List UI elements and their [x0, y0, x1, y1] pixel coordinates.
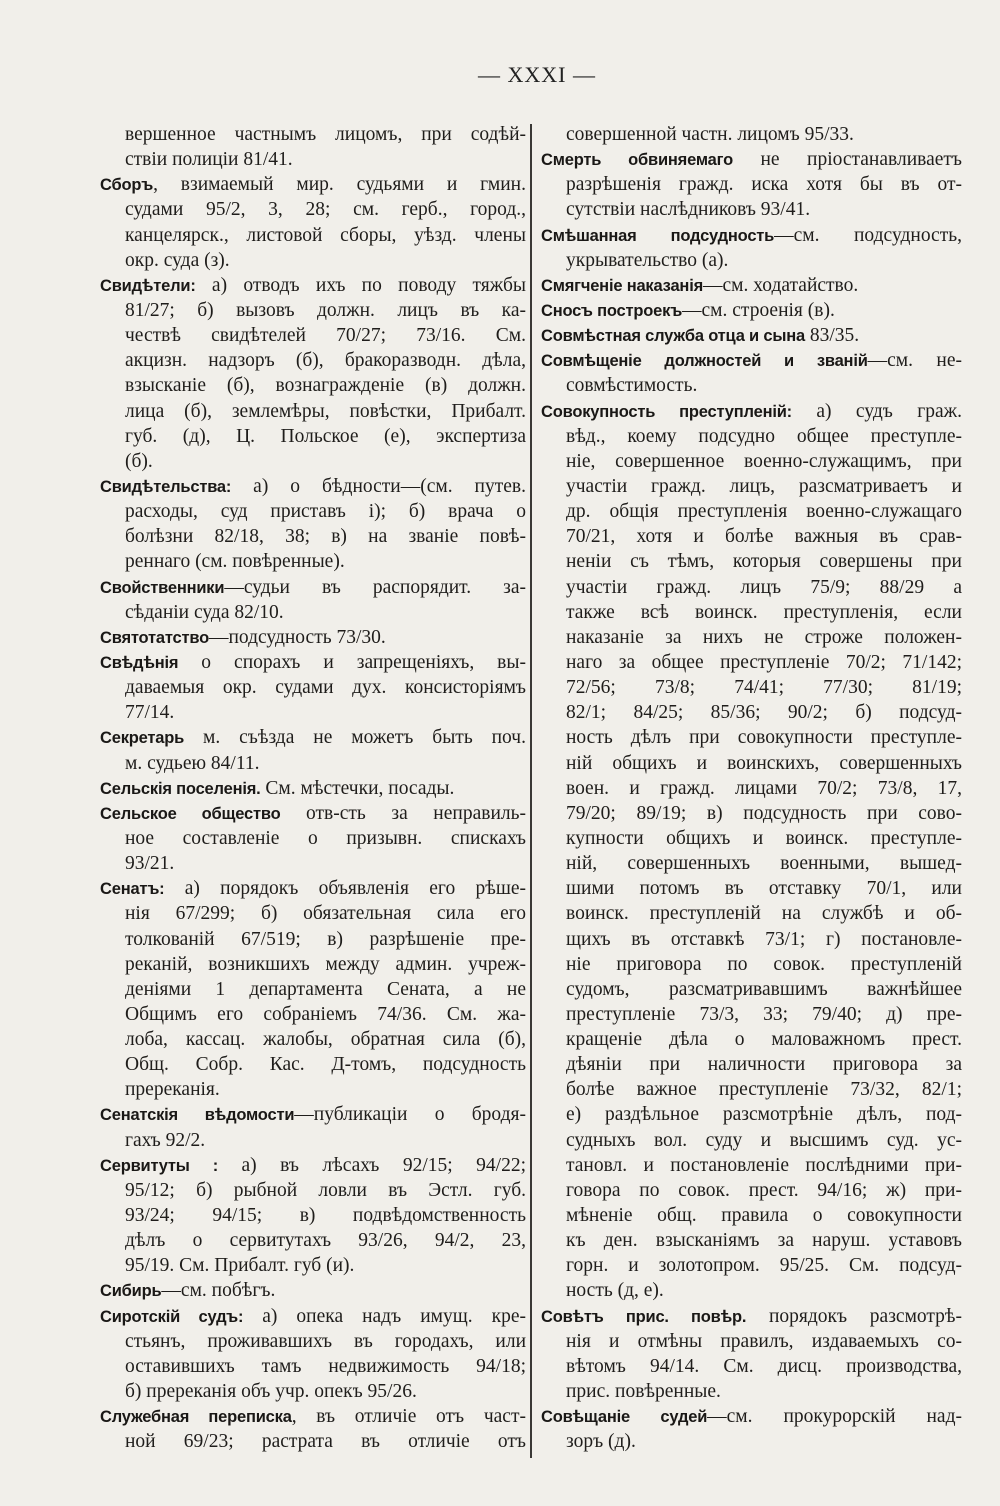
- entry-first-line: [100, 1304, 526, 1329]
- entry-line: оставившихъ тамъ недвижимость 94/18;: [125, 1355, 526, 1377]
- index-entry: [100, 273, 526, 474]
- entry-line: канцелярск., листовой сборы, уѣзд. члены: [125, 224, 526, 246]
- entry-text: —подсудность 73/30.: [208, 626, 386, 648]
- index-entry: [100, 474, 526, 575]
- entry-headword: Сиротскій судъ:: [100, 1307, 244, 1326]
- entry-line: горн. и золотопром. 95/25. См. подсуд-: [566, 1255, 962, 1277]
- entry-line: чествѣ свидѣтелей 70/27; 73/16. См.: [125, 325, 526, 347]
- entry-text: —см. побѣгъ.: [161, 1280, 276, 1302]
- entry-headword: Смерть обвиняемаго: [541, 151, 733, 170]
- entry-line: 81/27; б) вызовъ должн. лицъ въ ка-: [125, 299, 526, 321]
- entry-headword: Свидѣтельства:: [100, 477, 232, 496]
- entry-line: акцизн. надзоръ (б), бракоразводн. дѣла,: [125, 350, 526, 372]
- entry-line: участіи гражд. лицъ 75/9; 88/29 а: [566, 576, 962, 598]
- entry-first-line: [100, 876, 526, 901]
- entry-line: болѣзни 82/18, 38; в) на званіе повѣ-: [125, 526, 526, 548]
- index-entry: [100, 625, 526, 650]
- entry-first-line: [100, 172, 526, 197]
- index-entry: [541, 273, 962, 298]
- entry-first-line: [541, 348, 962, 373]
- index-entry: [541, 122, 962, 147]
- entry-line: е) раздѣльное разсмотрѣніе дѣлъ, под-: [566, 1104, 962, 1126]
- entry-line: 79/20; 89/19; в) подсудность при сово-: [566, 802, 962, 824]
- index-entry: [100, 776, 526, 801]
- entry-line: ніе приговора по совок. преступленій: [566, 953, 962, 975]
- entry-line: лица (б), землемѣры, повѣстки, Прибалт.: [125, 400, 526, 422]
- entry-line: Общимъ его собраніемъ 74/36. См. жа-: [125, 1003, 526, 1025]
- entry-line: дѣяніи при наличности приговора за: [566, 1054, 962, 1076]
- entry-text: о спорахъ и запрещеніяхъ, вы-: [178, 651, 526, 673]
- entry-line: кращеніе дѣла о маловажномъ прест.: [566, 1029, 962, 1051]
- index-entry: [100, 725, 526, 775]
- entry-line: зоръ (д).: [566, 1431, 636, 1453]
- entry-line: ніе, совершенное военно-служащимъ, при: [566, 450, 962, 472]
- index-entry: [100, 650, 526, 725]
- entry-line: толкованій 67/519; в) разрѣшеніе пре-: [125, 928, 526, 950]
- entry-line: б) пререканія объ учр. опекъ 95/26.: [125, 1381, 417, 1403]
- entry-line: судомъ, разсматривавшимъ важнѣйшее: [566, 978, 962, 1000]
- entry-line: ній, совершенныхъ военными, вышед-: [566, 853, 962, 875]
- index-entry: [100, 1278, 526, 1303]
- entry-first-line: [541, 1304, 962, 1329]
- entry-text: а) въ лѣсахъ 92/15; 94/22;: [218, 1154, 526, 1176]
- entry-line: неніи съ тѣмъ, которыя совершены при: [566, 551, 962, 573]
- entry-text: отв-сть за неправиль-: [280, 802, 526, 824]
- entry-headword: Сибирь: [100, 1282, 162, 1301]
- entry-line: реканій, возникшихъ между админ. учреж-: [125, 953, 526, 975]
- entry-line: др. общія преступленія военно-служащаго: [566, 501, 962, 523]
- entry-line: окр. суда (з).: [125, 249, 230, 271]
- entry-line: нія 67/299; б) обязательная сила его: [125, 903, 526, 925]
- entry-line: совмѣстимость.: [566, 375, 698, 397]
- entry-line: расходы, суд приставъ і); б) врача о: [125, 501, 526, 523]
- index-entry: [100, 1304, 526, 1405]
- entry-line: вершенное частнымъ лицомъ, при содѣй-: [125, 124, 526, 145]
- entry-headword: Совѣщаніе судей: [541, 1408, 708, 1427]
- index-entry: [100, 1102, 526, 1152]
- entry-text: —судьи въ распорядит. за-: [224, 576, 526, 598]
- entry-headword: Сельское общество: [100, 804, 281, 823]
- entry-first-line: [100, 776, 526, 801]
- entry-text: не пріостанавливаетъ: [732, 149, 962, 171]
- entry-line: болѣе важное преступленіе 73/32, 82/1;: [566, 1079, 962, 1101]
- index-entry: [541, 399, 962, 1304]
- entry-line: деніями 1 департамента Сената, а не: [125, 978, 526, 1000]
- entry-text: —см. не-: [867, 350, 962, 372]
- entry-first-line: [100, 575, 526, 600]
- entry-line: 95/12; б) рыбной ловли въ Эстл. губ.: [125, 1179, 526, 1201]
- entry-line: ной 69/23; растрата въ отличіе отъ: [125, 1431, 526, 1453]
- entry-line: губ. (д), Ц. Польское (е), экспертиза: [125, 425, 526, 447]
- entry-headword: Смягченіе наказанія: [541, 276, 704, 295]
- entry-text: —см. прокурорскій над-: [707, 1406, 962, 1428]
- entry-headword: Секретарь: [100, 729, 185, 748]
- entry-text: а) о бѣдности—(см. путев.: [231, 475, 526, 497]
- entry-text: а) опека надъ имущ. кре-: [243, 1305, 526, 1327]
- entry-first-line: [541, 399, 962, 424]
- entry-line: 93/21.: [125, 853, 175, 875]
- entry-text: а) судъ граж.: [791, 400, 962, 422]
- entry-text: —публикаціи о бродя-: [294, 1104, 526, 1126]
- entry-line: стьянъ, проживавшихъ въ городахъ, или: [125, 1330, 526, 1352]
- index-entry: [100, 172, 526, 273]
- entry-text: —см. подсудность,: [774, 224, 962, 246]
- entry-first-line: [100, 1278, 526, 1303]
- entry-headword: Сборъ: [100, 176, 154, 195]
- entry-line: говора по совок. прест. 94/16; ж) при-: [566, 1179, 962, 1201]
- index-entry: [541, 348, 962, 398]
- index-entry: [541, 147, 962, 222]
- index-entry: [541, 223, 962, 273]
- entry-text: , въ отличіе отъ част-: [291, 1406, 526, 1428]
- entry-line: къ ден. взысканіямъ за наруш. уставовъ: [566, 1230, 962, 1252]
- entry-line: вѣтомъ 94/14. См. дисц. производства,: [566, 1355, 962, 1377]
- entry-line: совершенной частн. лицомъ 95/33.: [566, 124, 854, 145]
- entry-headword: Свойственники: [100, 578, 225, 597]
- entry-line: судныхъ вол. суду и высшимъ суд. ус-: [566, 1129, 962, 1151]
- entry-first-line: [100, 725, 526, 750]
- entry-line: участіи гражд. лицъ, разсматриваетъ и: [566, 475, 962, 497]
- entry-line: 72/56; 73/8; 74/41; 77/30; 81/19;: [566, 677, 962, 699]
- entry-line: воинск. преступленій на службѣ и об-: [566, 903, 962, 925]
- entry-headword: Совмѣстная служба отца и сына: [541, 327, 805, 346]
- index-entry: [541, 323, 962, 348]
- entry-text: порядокъ разсмотрѣ-: [746, 1305, 962, 1327]
- entry-line: ность (д, е).: [566, 1280, 664, 1302]
- entry-line: ное составленіе о призывн. спискахъ: [125, 827, 526, 849]
- entry-headword: Сенатъ:: [100, 880, 165, 899]
- entry-line: Общ. Собр. Кас. Д-томъ, подсудность: [125, 1054, 526, 1076]
- entry-first-line: [100, 1153, 526, 1178]
- entry-line: 70/21, хотя и болѣе важныя въ срав-: [566, 526, 962, 548]
- entry-headword: Святотатство: [100, 628, 209, 647]
- entry-text: —см. строенія (в).: [682, 299, 835, 321]
- index-entry: [100, 1153, 526, 1279]
- entry-first-line: [541, 273, 962, 298]
- entry-text: а) отводъ ихъ по поводу тяжбы: [195, 274, 526, 296]
- right-column: [541, 122, 962, 1454]
- entry-line: 77/14.: [125, 702, 175, 724]
- entry-line: ній общихъ и воинскихъ, совершенныхъ: [566, 752, 962, 774]
- entry-text: 83/35.: [805, 325, 860, 347]
- entry-line: 93/24; 94/15; в) подвѣдомственность: [125, 1205, 526, 1227]
- entry-line: судами 95/2, 3, 28; см. герб., город.,: [125, 199, 526, 221]
- entry-line: мѣненіе общ. правила о совокупности: [566, 1205, 962, 1227]
- index-entry: [541, 298, 962, 323]
- page-number: — XXXI —: [478, 62, 596, 87]
- entry-line: 95/19. См. Прибалт. губ (и).: [125, 1255, 355, 1277]
- entry-line: укрывательство (а).: [566, 249, 729, 271]
- entry-line: разрѣшенія гражд. иска хотя бы въ от-: [566, 174, 962, 196]
- entry-text: а) порядокъ объявленія его рѣше-: [164, 878, 526, 900]
- entry-first-line: [100, 273, 526, 298]
- entry-headword: Сносъ построекъ: [541, 301, 683, 320]
- index-entry: [100, 876, 526, 1102]
- entry-line: наго за общее преступленіе 70/2; 71/142;: [566, 651, 962, 673]
- entry-first-line: [541, 298, 962, 323]
- index-entry: [100, 801, 526, 876]
- index-entry: [541, 1404, 962, 1454]
- entry-line: дѣлъ о сервитутахъ 93/26, 94/2, 23,: [125, 1230, 526, 1252]
- entry-line: 82/1; 84/25; 85/36; 90/2; б) подсуд-: [566, 702, 962, 724]
- entry-line: наказаніе за нихъ не строже положен-: [566, 626, 962, 648]
- left-column: [100, 122, 526, 1454]
- entry-headword: Сервитуты :: [100, 1156, 218, 1175]
- entry-headword: Совокупность преступленій:: [541, 402, 792, 421]
- entry-first-line: [100, 625, 526, 650]
- index-entry: [541, 1304, 962, 1405]
- entry-headword: Совѣтъ прис. повѣр.: [541, 1307, 747, 1326]
- entry-first-line: [100, 474, 526, 499]
- index-entry: [100, 1404, 526, 1454]
- entry-line: реннаго (см. повѣренные).: [125, 551, 345, 573]
- entry-line: гахъ 92/2.: [125, 1129, 206, 1151]
- entry-headword: Служебная переписка: [100, 1408, 292, 1427]
- entry-line: купности общихъ и воинск. преступле-: [566, 827, 962, 849]
- entry-line: преступленіе 73/3, 33; 79/40; д) пре-: [566, 1003, 962, 1025]
- index-entry: [100, 122, 526, 172]
- entry-line: ность дѣлъ при совокупности преступле-: [566, 727, 962, 749]
- entry-line: даваемыя окр. судами дух. консисторіямъ: [125, 677, 526, 699]
- entry-first-line: [100, 1404, 526, 1429]
- entry-text: , взимаемый мир. судьями и гмин.: [153, 174, 526, 196]
- entry-line: (б).: [125, 450, 153, 472]
- entry-line: взысканіе (б), вознагражденіе (в) должн.: [125, 375, 526, 397]
- entry-text: м. съѣзда не можетъ быть поч.: [184, 727, 526, 749]
- entry-line: прис. повѣренные.: [566, 1381, 721, 1403]
- entry-line: нія и отмѣны правилъ, издаваемыхъ со-: [566, 1330, 962, 1352]
- entry-line: тановл. и постановленіе послѣдними при-: [566, 1154, 962, 1176]
- entry-headword: Сенатскія вѣдомости: [100, 1106, 295, 1125]
- entry-headword: Смѣшанная подсудность: [541, 226, 775, 245]
- entry-line: сѣданіи суда 82/10.: [125, 601, 284, 623]
- entry-text: См. мѣстечки, посады.: [260, 777, 455, 799]
- entry-line: м. судьею 84/11.: [125, 752, 260, 774]
- entry-line: вѣд., коему подсудно общее преступле-: [566, 425, 962, 447]
- entry-first-line: [100, 650, 526, 675]
- entry-line: лоба, кассац. жалобы, обратная сила (б),: [125, 1029, 526, 1051]
- entry-first-line: [100, 1102, 526, 1127]
- entry-line: пререканія.: [125, 1079, 220, 1101]
- entry-first-line: [541, 1404, 962, 1429]
- column-divider: [530, 124, 532, 1458]
- entry-headword: Свидѣтели:: [100, 276, 196, 295]
- entry-line: воен. и гражд. лицами 70/2; 73/8, 17,: [566, 777, 962, 799]
- entry-first-line: [541, 323, 962, 348]
- entry-line: также всѣ воинск. преступленія, если: [566, 601, 962, 623]
- entry-headword: Сельскія поселенія.: [100, 779, 261, 798]
- entry-headword: Совмѣщеніе должностей и званій: [541, 352, 868, 371]
- entry-text: —см. ходатайство.: [703, 274, 859, 296]
- entry-line: щихъ въ отставкѣ 73/1; г) постановле-: [566, 928, 962, 950]
- entry-first-line: [100, 801, 526, 826]
- entry-line: ствіи полиціи 81/41.: [125, 149, 293, 171]
- entry-first-line: [541, 147, 962, 172]
- entry-line: шими потомъ въ отставку 70/1, или: [566, 878, 962, 900]
- index-entry: [100, 575, 526, 625]
- entry-first-line: [541, 223, 962, 248]
- entry-line: сутствіи наслѣдниковъ 93/41.: [566, 199, 811, 221]
- entry-headword: Свѣдѣнія: [100, 653, 179, 672]
